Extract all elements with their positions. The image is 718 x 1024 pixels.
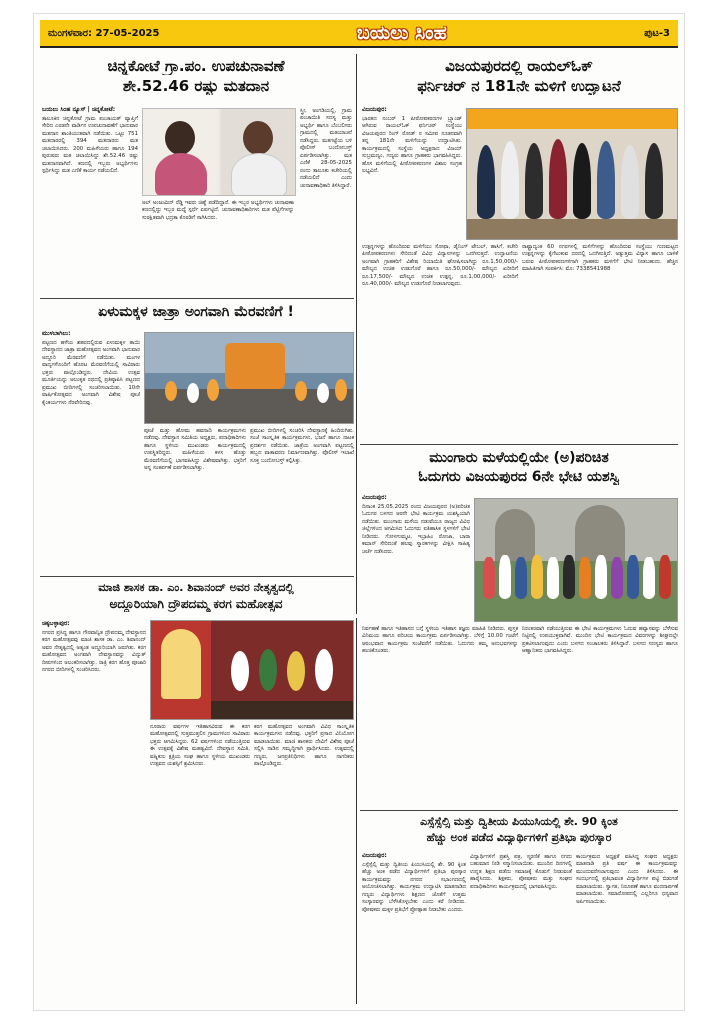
article-body: ಎಸ್ಸೆಸ್ಸೆಲ್ಸಿ ಮತ್ತು ದ್ವಿತೀಯ ಪಿಯುಸಿಯಲ್ಲಿ ಶೇ. 90 ಕ್ಕಿಂತ ಹೆಚ್ಚು ಅಂಕ ಪಡೆದ ವಿದ್ಯಾರ್ಥಿಗಳಿಗೆ ಪ್ರತಿಭಾ ಪುರಸ್ಕಾರ ಕಾರ್ಯಕ್ರಮವನ್ನು ನಗರದ ಸಭಾಂಗಣದಲ್ಲಿ ಆಯೋಜಿಸಲಾಗಿತ್ತು. ಕಾರ್ಯಕ್ರಮ ಉದ್ಘಾಟಿಸಿ ಮಾತನಾಡಿದ ಗಣ್ಯರು ವಿದ್ಯಾರ್ಥಿಗಳು ಶಿಕ್ಷಣದ ಜೊತೆಗೆ ಉತ್ತಮ ಸಂಸ್ಕಾರವನ್ನು ಬೆಳೆಸಿಕೊಳ್ಳಬೇಕು ಎಂದು ಕರೆ ನೀಡಿದರು. ಪೋಷಕರು ಮಕ್ಕಳ ಪ್ರತಿಭೆಗೆ ಪ್ರೋತ್ಸಾಹ ನೀಡಬೇಕು ಎಂದರು. bbox=[362, 862, 466, 913]
headline-line-2: ಓದುಗರು ವಿಜಯಪುರದ 6ನೇ ಭೇಟಿ ಯಶಸ್ವಿ bbox=[418, 469, 620, 485]
newspaper-title: ಬಯಲು ಸಿಂಹ bbox=[356, 22, 447, 44]
article-body: ಪಟ್ಟಣದ ಹಳೆಯ ಶಹರದಲ್ಲಿರುವ ಏಳುಮಕ್ಕಳ ತಾಯಿ ದೇವಸ್ಥಾನದ ಜಾತ್ರಾ ಮಹೋತ್ಸವದ ಅಂಗವಾಗಿ ಭಾನುವಾರ ಅದ್ದೂರಿ ಮೆರವಣಿಗೆ ನಡೆಯಿತು. ಮಂಗಳ ವಾದ್ಯಗಳೊಂದಿಗೆ ಹೊರಟ ಮೆರವಣಿಗೆಯಲ್ಲಿ ಸಾವಿರಾರು ಭಕ್ತರು ಪಾಲ್ಗೊಂಡಿದ್ದರು. ದೇವಿಯ ಉತ್ಸವ ಮೂರ್ತಿಯನ್ನು ಅಲಂಕೃತ ರಥದಲ್ಲಿ ಪ್ರತಿಷ್ಠಾಪಿಸಿ ಪಟ್ಟಣದ ಪ್ರಮುಖ ಬೀದಿಗಳಲ್ಲಿ ಸಂಚರಿಸಲಾಯಿತು. 10ನೇ ವಾರ್ಷಿಕೋತ್ಸವದ ಅಂಗವಾಗಿ ವಿಶೇಷ ಪೂಜೆ ಕೈಂಕರ್ಯಗಳು ನೆರವೇರಿದವು. bbox=[42, 340, 140, 406]
section-divider bbox=[360, 810, 678, 811]
store-inauguration-photo bbox=[466, 108, 678, 240]
article-body: ದಿನಾಂಕ 25.05.2025 ರಂದು ವಿಜಯಪುರದ (ಅ)ಪರಿಚಿತ ಓದುಗರ ಬಳಗದ ಆರನೇ ಭೇಟಿ ಕಾರ್ಯಕ್ರಮ ಯಶಸ್ವಿಯಾಗಿ ನಡೆಯಿತು. ಮುಂಗಾರು ಮಳೆಯ ನಡುವೆಯೂ ರಾಜ್ಯದ ವಿವಿಧ ಜಿಲ್ಲೆಗಳಿಂದ ಆಗಮಿಸಿದ ಓದುಗರು ಐತಿಹಾಸಿಕ ಸ್ಥಳಗಳಿಗೆ ಭೇಟಿ ನೀಡಿದರು. ಗೋಳಗುಮ್ಮಟ, ಇಬ್ರಾಹಿಂ ರೋಜಾ, ಬಾರಾ ಕಮಾನ್ ಸೇರಿದಂತೆ ಹಲವು ಸ್ಮಾರಕಗಳನ್ನು ವೀಕ್ಷಿಸಿ ಸಾಹಿತ್ಯ ಚರ್ಚೆ ನಡೆಸಿದರು. bbox=[362, 504, 470, 555]
byline: ವಿಜಯಪುರ: bbox=[362, 494, 387, 501]
headline-line-2: ಅದ್ದೂರಿಯಾಗಿ ದ್ರೌಪದಮ್ಮ ಕರಗ ಮಹೋತ್ಸವ bbox=[109, 598, 283, 611]
column-divider bbox=[356, 54, 357, 614]
article-body: ರಾಷ್ಟ್ರಾದ್ಯಂತ 60 ನಗರಗಳಲ್ಲಿ ಮಳಿಗೆಗಳನ್ನು ಹೊಂದಿರುವ ಸಂಸ್ಥೆಯು ಗುಣಮಟ್ಟದ ಉತ್ಪನ್ನಗಳನ್ನು ಕೈಗೆಟುಕುವ ದರದಲ್ಲಿ ಒದಗಿಸುತ್ತಿದೆ. ಅತ್ಯುತ್ತಮ ವಿನ್ಯಾಸ ಹಾಗೂ ಬಾಳಿಕೆ ಬರುವ ಪೀಠೋಪಕರಣಗಳಿಗಾಗಿ ಗ್ರಾಹಕರು ಮಳಿಗೆಗೆ ಭೇಟಿ ನೀಡಬಹುದು. ಹೆಚ್ಚಿನ ಮಾಹಿತಿಗಾಗಿ ಸಂಪರ್ಕಿಸಿ: ಮೊ: 7338541988 bbox=[522, 244, 678, 273]
page-number: ಪುಟ-3 bbox=[644, 27, 670, 39]
procession-photo bbox=[144, 332, 354, 424]
article-body: ಕರಗ ಮಹೋತ್ಸವದ ಅಂಗವಾಗಿ ವಿವಿಧ ಸಾಂಸ್ಕೃತಿಕ ಕಾರ್ಯಕ್ರಮಗಳು ನಡೆದವು. ಭಕ್ತರಿಗೆ ಪ್ರಸಾದ ವಿನಿಯೋಗ ಮಾಡಲಾಯಿತು. ಮಾಜಿ ಶಾಸಕರು ದೇವಿಗೆ ವಿಶೇಷ ಪೂಜೆ ಸಲ್ಲಿಸಿ ನಾಡಿನ ಸಮೃದ್ಧಿಗಾಗಿ ಪ್ರಾರ್ಥಿಸಿದರು. ಉತ್ಸವದಲ್ಲಿ ಗಣ್ಯರು, ಜನಪ್ರತಿನಿಧಿಗಳು ಹಾಗೂ ನಾಗರಿಕರು ಪಾಲ್ಗೊಂಡಿದ್ದರು. bbox=[254, 724, 354, 768]
article-body: ಪೂಜೆ ಮತ್ತು ಹೋಮ ಹವನಾದಿ ಕಾರ್ಯಕ್ರಮಗಳು ನಡೆದವು. ದೇವಸ್ಥಾನ ಸಮಿತಿಯ ಅಧ್ಯಕ್ಷರು, ಪದಾಧಿಕಾರಿಗಳು ಹಾಗೂ ಸ್ಥಳೀಯ ಮುಖಂಡರು ಕಾರ್ಯಕ್ರಮದಲ್ಲಿ ಉಪಸ್ಥಿತರಿದ್ದರು. ಮಹಿಳೆಯರು ಕಳಸ ಹೊತ್ತು ಮೆರವಣಿಗೆಯಲ್ಲಿ ಭಾಗವಹಿಸಿದ್ದು ವಿಶೇಷವಾಗಿತ್ತು. ಭಕ್ತರಿಗೆ ಅನ್ನ ಸಂತರ್ಪಣೆ ಏರ್ಪಡಿಸಲಾಗಿತ್ತು. bbox=[144, 428, 246, 472]
byline: ವಿಜಯಪುರ: bbox=[362, 106, 387, 113]
article-body: ನಿರಂತರವಾಗಿ ನಡೆಯುತ್ತಿರುವ ಈ ಭೇಟಿ ಕಾರ್ಯಕ್ರಮಗಳು ಓದುವ ಹವ್ಯಾಸವನ್ನು ಬೆಳೆಸುವ ನಿಟ್ಟಿನಲ್ಲಿ ಉಪಯುಕ್ತವಾಗಿವೆ. ಮುಂದಿನ ಭೇಟಿ ಕಾರ್ಯಕ್ರಮದ ವಿವರಗಳನ್ನು ಶೀಘ್ರದಲ್ಲೇ ಪ್ರಕಟಿಸಲಾಗುವುದು ಎಂದು ಬಳಗದ ಸಂಚಾಲಕರು ತಿಳಿಸಿದ್ದಾರೆ. ಬಳಗದ ಸದಸ್ಯರು ಹಾಗೂ ಆಹ್ವಾನಿತರು ಭಾಗವಹಿಸಿದ್ದರು. bbox=[522, 626, 678, 655]
headline-line-1: ಎಸ್ಸೆಸ್ಸೆಲ್ಸಿ ಮತ್ತು ದ್ವಿತೀಯ ಪಿಯುಸಿಯಲ್ಲಿ ಶೇ. 90 ಕ್ಕಿಂತ bbox=[420, 816, 618, 828]
headline-line-1: ಚಿನ್ನಕೋಟೆ ಗ್ರಾ.ಪಂ. ಉಪಚುನಾವಣೆ bbox=[107, 58, 285, 75]
section-divider bbox=[40, 576, 354, 577]
headline: ಏಳುಮಕ್ಕಳ ಜಾತ್ರಾ ಅಂಗವಾಗಿ ಮೆರವಣಿಗೆ ! bbox=[98, 304, 294, 320]
section-divider bbox=[40, 298, 354, 299]
newspaper-page bbox=[34, 14, 684, 1010]
byline: ಬಯಲು ಸಿಂಹ ನ್ಯೂಸ್ | ಚಿನ್ನಕೋಟೆ: bbox=[42, 106, 116, 113]
byline: ವಿಜಯಪುರ: bbox=[362, 852, 387, 859]
article-body: ನೂರಾರು ವರ್ಷಗಳ ಇತಿಹಾಸವಿರುವ ಈ ಕರಗ ಮಹೋತ್ಸವದಲ್ಲಿ ಸುತ್ತಮುತ್ತಲಿನ ಗ್ರಾಮಗಳಿಂದ ಸಾವಿರಾರು ಭಕ್ತರು ಆಗಮಿಸಿದ್ದರು. 62 ವರ್ಷಗಳಿಂದ ನಡೆಯುತ್ತಿರುವ ಈ ಉತ್ಸವಕ್ಕೆ ವಿಶೇಷ ಮಹತ್ವವಿದೆ. ದೇವಸ್ಥಾನ ಸಮಿತಿ, ವಹ್ನಿಕುಲ ಕ್ಷತ್ರಿಯ ಸಂಘ ಹಾಗೂ ಸ್ಥಳೀಯ ಮುಖಂಡರು ಉತ್ಸವದ ಯಶಸ್ಸಿಗೆ ಶ್ರಮಿಸಿದರು. bbox=[150, 724, 250, 768]
article-body: ವಿದ್ಯಾರ್ಥಿಗಳಿಗೆ ಪ್ರಶಸ್ತಿ ಪತ್ರ, ಸ್ಮರಣಿಕೆ ಹಾಗೂ ನಗದು ಬಹುಮಾನ ನೀಡಿ ಸನ್ಮಾನಿಸಲಾಯಿತು. ಮುಂದಿನ ದಿನಗಳಲ್ಲಿ ಉನ್ನತ ಶಿಕ್ಷಣ ಪಡೆದು ಸಮಾಜಕ್ಕೆ ಕೊಡುಗೆ ನೀಡುವಂತೆ ಹಾರೈಸಿದರು. ಶಿಕ್ಷಕರು, ಪೋಷಕರು ಮತ್ತು ಸಂಘದ ಪದಾಧಿಕಾರಿಗಳು ಕಾರ್ಯಕ್ರಮದಲ್ಲಿ ಭಾಗವಹಿಸಿದ್ದರು. bbox=[470, 854, 572, 890]
issue-date: ಮಂಗಳವಾರ: 27-05-2025 bbox=[48, 27, 160, 39]
article-body: ಪ್ರಮುಖ ಬೀದಿಗಳಲ್ಲಿ ಸಂಚರಿಸಿ ದೇವಸ್ಥಾನಕ್ಕೆ ಹಿಂದಿರುಗಿತು. ಸಂಜೆ ಸಾಂಸ್ಕೃತಿಕ ಕಾರ್ಯಕ್ರಮಗಳು, ಭಜನೆ ಹಾಗೂ ನಾಟಕ ಪ್ರದರ್ಶನ ನಡೆಯಿತು. ಜಾತ್ರೆಯ ಅಂಗವಾಗಿ ಪಟ್ಟಣದಲ್ಲಿ ಹಬ್ಬದ ವಾತಾವರಣ ನಿರ್ಮಾಣವಾಗಿತ್ತು. ಪೊಲೀಸ್ ಇಲಾಖೆ ಸೂಕ್ತ ಬಂದೋಬಸ್ತ್ ಕಲ್ಪಿಸಿತ್ತು. bbox=[250, 428, 354, 464]
headline-line-2: ಶೇ.52.46 ರಷ್ಟು ಮತದಾನ bbox=[122, 78, 270, 95]
candidate-photo-2 bbox=[221, 109, 296, 196]
article-body: ನಿರ್ವಹಣೆ ಹಾಗೂ ಇತಿಹಾಸದ ಬಗ್ಗೆ ಸ್ಥಳೀಯ ಇತಿಹಾಸ ತಜ್ಞರು ಮಾಹಿತಿ ನೀಡಿದರು. ಪುಸ್ತಕ ವಿನಿಮಯ ಹಾಗೂ ಪರಿಚಯ ಕಾರ್ಯಕ್ರಮ ಏರ್ಪಡಿಸಲಾಗಿತ್ತು. ಬೆಳಿಗ್ಗೆ 10.00 ಗಂಟೆಗೆ ಆರಂಭವಾದ ಕಾರ್ಯಕ್ರಮ ಸಂಜೆವರೆಗೆ ನಡೆಯಿತು. ಓದುಗರು ತಮ್ಮ ಅನುಭವಗಳನ್ನು ಹಂಚಿಕೊಂಡರು. bbox=[362, 626, 518, 655]
headline-line-2: ಹೆಚ್ಚು ಅಂಕ ಪಡೆದ ವಿದ್ಯಾರ್ಥಿಗಳಿಗೆ ಪ್ರತಿಭಾ ಪುರಸ್ಕಾರ bbox=[426, 832, 612, 844]
article-body: ಅಲ್ ಅಂಜುಮಿನ್ ರೆಡ್ಡಿ ಇವರು ಚಿಹ್ನೆ ಪಡೆದಿದ್ದಾರೆ. ಈ ಇಬ್ಬರ ಅಭ್ಯರ್ಥಿಗಳು ಚುನಾವಣಾ ಕಣದಲ್ಲಿದ್ದು ಇಬ್ಬರ ಮಧ್ಯೆ ಸ್ಪರ್ಧೆ ಏರ್ಪಟ್ಟಿದೆ. ಚುನಾವಣಾಧಿಕಾರಿಗಳು ಮತ ಪೆಟ್ಟಿಗೆಗಳನ್ನು ಸುರಕ್ಷಿತವಾಗಿ ಭದ್ರತಾ ಕೊಠಡಿಗೆ ಸಾಗಿಸಿದರು. bbox=[142, 200, 294, 221]
article-body: ತಾಲೂಕಿನ ಚಿನ್ನಕೋಟೆ ಗ್ರಾಮ ಪಂಚಾಯತ್ ವ್ಯಾಪ್ತಿಗೆ ಸೇರಿದ ಎರಡನೇ ವಾರ್ಡಿನ ಉಪಚುನಾವಣೆಗೆ ಭಾನುವಾರ ಮತದಾನ ಶಾಂತಿಯುತವಾಗಿ ನಡೆಯಿತು. ಒಟ್ಟು 751 ಮತದಾರರಲ್ಲಿ 394 ಮತದಾರರು ಮತ ಚಲಾಯಿಸಿದರು. 200 ಮಹಿಳೆಯರು ಹಾಗೂ 194 ಪುರುಷರು ಮತ ಚಲಾಯಿಸಿದ್ದು ಶೇ.52.46 ರಷ್ಟು ಮತದಾನವಾಗಿದೆ. ಕಣದಲ್ಲಿ ಇಬ್ಬರು ಅಭ್ಯರ್ಥಿಗಳು ಸ್ಪರ್ಧಿಸಿದ್ದು ಮತ ಎಣಿಕೆ ಕಾರ್ಯ ನಡೆಯಲಿದೆ. bbox=[42, 116, 138, 175]
headline-line-1: ಮಾಜಿ ಶಾಸಕ ಡಾ. ಎಂ. ಶಿವಾನಂದ್ ಅವರ ನೇತೃತ್ವದಲ್ಲಿ bbox=[98, 582, 294, 594]
headline-line-1: ಮುಂಗಾರು ಮಳೆಯಲ್ಲಿಯೇ (ಅ)ಪರಿಚಿತ bbox=[429, 450, 609, 466]
readers-group-photo bbox=[474, 498, 678, 622]
article-body: ನಗರದ ಪ್ರಸಿದ್ಧ ಹಾಗೂ ಗೌರವಾನ್ವಿತ ದ್ರೌಪದಮ್ಮ ದೇವಸ್ಥಾನದ ಕರಗ ಮಹೋತ್ಸವವು ಮಾಜಿ ಶಾಸಕ ಡಾ. ಎಂ. ಶಿವಾನಂದ್ ಅವರ ನೇತೃತ್ವದಲ್ಲಿ ಅತ್ಯಂತ ಅದ್ದೂರಿಯಾಗಿ ಜರುಗಿತು. ಕರಗ ಮಹೋತ್ಸವದ ಅಂಗವಾಗಿ ದೇವಸ್ಥಾನವನ್ನು ವಿದ್ಯುತ್ ದೀಪಗಳಿಂದ ಅಲಂಕರಿಸಲಾಗಿತ್ತು. ರಾತ್ರಿ ಕರಗ ಹೊತ್ತ ಪೂಜಾರಿ ನಗರದ ಬೀದಿಗಳಲ್ಲಿ ಸಂಚರಿಸಿದರು. bbox=[42, 630, 146, 674]
column-divider bbox=[356, 618, 357, 1004]
article-body: ಕಾರ್ಯಕ್ರಮದ ಅಧ್ಯಕ್ಷತೆ ವಹಿಸಿದ್ದ ಸಂಘದ ಅಧ್ಯಕ್ಷರು ಮಾತನಾಡಿ ಪ್ರತಿ ವರ್ಷ ಈ ಕಾರ್ಯಕ್ರಮವನ್ನು ಮುಂದುವರೆಸಲಾಗುವುದು ಎಂದು ತಿಳಿಸಿದರು. ಈ ಸಂದರ್ಭದಲ್ಲಿ ಪ್ರತಿಭಾವಂತ ವಿದ್ಯಾರ್ಥಿಗಳ ಪಟ್ಟಿ ಬಿಡುಗಡೆ ಮಾಡಲಾಯಿತು. ಸ್ವಾಗತ, ನಿರೂಪಣೆ ಹಾಗೂ ವಂದನಾರ್ಪಣೆ ಮಾಡಲಾಯಿತು. ಸಮಾರೋಪದಲ್ಲಿ ಎಲ್ಲರಿಗೂ ಧನ್ಯವಾದ ಅರ್ಪಿಸಲಾಯಿತು. bbox=[576, 854, 678, 905]
section-divider bbox=[360, 444, 678, 445]
masthead bbox=[40, 20, 678, 48]
headline-line-2: ಫರ್ನಿಚರ್ ನ 181ನೇ ಮಳಿಗೆ ಉದ್ಘಾಟನೆ bbox=[417, 78, 621, 95]
byline: ಚಿಕ್ಕಬಳ್ಳಾಪುರ: bbox=[42, 620, 70, 627]
headline-line-1: ವಿಜಯಪುರದಲ್ಲಿ ರಾಯಲ್‌ಓಕ್ bbox=[445, 58, 593, 75]
candidate-photo-1 bbox=[143, 109, 219, 196]
article-body: ಸ್ತ್ರೀ, ಅಂಗಡಿಯಲ್ಲಿ, ಗ್ರಾಮ ಪಂಚಾಯಿತಿ ಸದಸ್ಯ ಮತ್ತು ಅಭ್ಯರ್ಥಿ ಹಾಗೂ ಬೆಂಬಲಿಗರು ಗ್ರಾಮದಲ್ಲಿ ಮತಯಾಚನೆ ನಡೆಸಿದ್ದರು. ಮತಗಟ್ಟೆಯ ಬಳಿ ಪೊಲೀಸ್ ಬಂದೋಬಸ್ತ್ ಏರ್ಪಡಿಸಲಾಗಿತ್ತು. ಮತ ಎಣಿಕೆ 28-05-2025 ರಂದು ತಾಲೂಕು ಕಚೇರಿಯಲ್ಲಿ ನಡೆಯಲಿದೆ ಎಂದು ಚುನಾವಣಾಧಿಕಾರಿ ತಿಳಿಸಿದ್ದಾರೆ. bbox=[300, 108, 352, 189]
byline: ಮುಳಬಾಗಿಲು: bbox=[42, 330, 71, 337]
karaga-photo bbox=[150, 620, 354, 720]
article-body: ಉತ್ಪನ್ನಗಳನ್ನು ಹೊಂದಿರುವ ಮಳಿಗೆಯು ಸೋಫಾ, ಡೈನಿಂಗ್ ಟೇಬಲ್, ಹಾಸಿಗೆ, ಕಚೇರಿ ಪೀಠೋಪಕರಣಗಳು ಸೇರಿದಂತೆ ವಿವಿಧ ವಿನ್ಯಾಸಗಳನ್ನು ಒದಗಿಸುತ್ತದೆ. ಉದ್ಘಾಟನೆಯ ಅಂಗವಾಗಿ ಗ್ರಾಹಕರಿಗೆ ವಿಶೇಷ ರಿಯಾಯಿತಿ ಘೋಷಿಸಲಾಗಿದ್ದು ರೂ.1,50,000/- ಮೌಲ್ಯದ ಉಚಿತ ಉಡುಗೊರೆ ಹಾಗೂ ರೂ.50,000/- ಮೌಲ್ಯದ ಖರೀದಿಗೆ ರೂ.17,500/- ಮೌಲ್ಯದ ಉಚಿತ ಉತ್ಪನ್ನ, ರೂ.1,00,000/- ಖರೀದಿಗೆ ರೂ.40,000/- ಮೌಲ್ಯದ ಉಡುಗೊರೆ ನೀಡಲಾಗುವುದು. bbox=[362, 244, 518, 288]
article-body: ಭಾರತದ ನಂಬರ್ 1 ಪೀಠೋಪಕರಣಗಳ ಬ್ರ್ಯಾಂಡ್ ಆಗಿರುವ ರಾಯಲ್‌ಓಕ್ ಫರ್ನಿಚರ್ ಸಂಸ್ಥೆಯು ವಿಜಯಪುರದ ರಿಂಗ್ ರೋಡ್ ನ ಸಮೀಪ ನೂತನವಾಗಿ ತನ್ನ 181ನೇ ಮಳಿಗೆಯನ್ನು ಉದ್ಘಾಟಿಸಿತು. ಕಾರ್ಯಕ್ರಮದಲ್ಲಿ ಸಂಸ್ಥೆಯ ಅಧ್ಯಕ್ಷರಾದ ವಿಜಯ್ ಸುಬ್ರಮಣ್ಯಂ, ಗಣ್ಯರು ಹಾಗೂ ಗ್ರಾಹಕರು ಭಾಗವಹಿಸಿದ್ದರು. ಹೊಸ ಮಳಿಗೆಯಲ್ಲಿ ಪೀಠೋಪಕರಣಗಳ ವಿಶಾಲ ಸಂಗ್ರಹ ಲಭ್ಯವಿದೆ. bbox=[362, 116, 462, 175]
candidate-photos bbox=[142, 108, 296, 196]
